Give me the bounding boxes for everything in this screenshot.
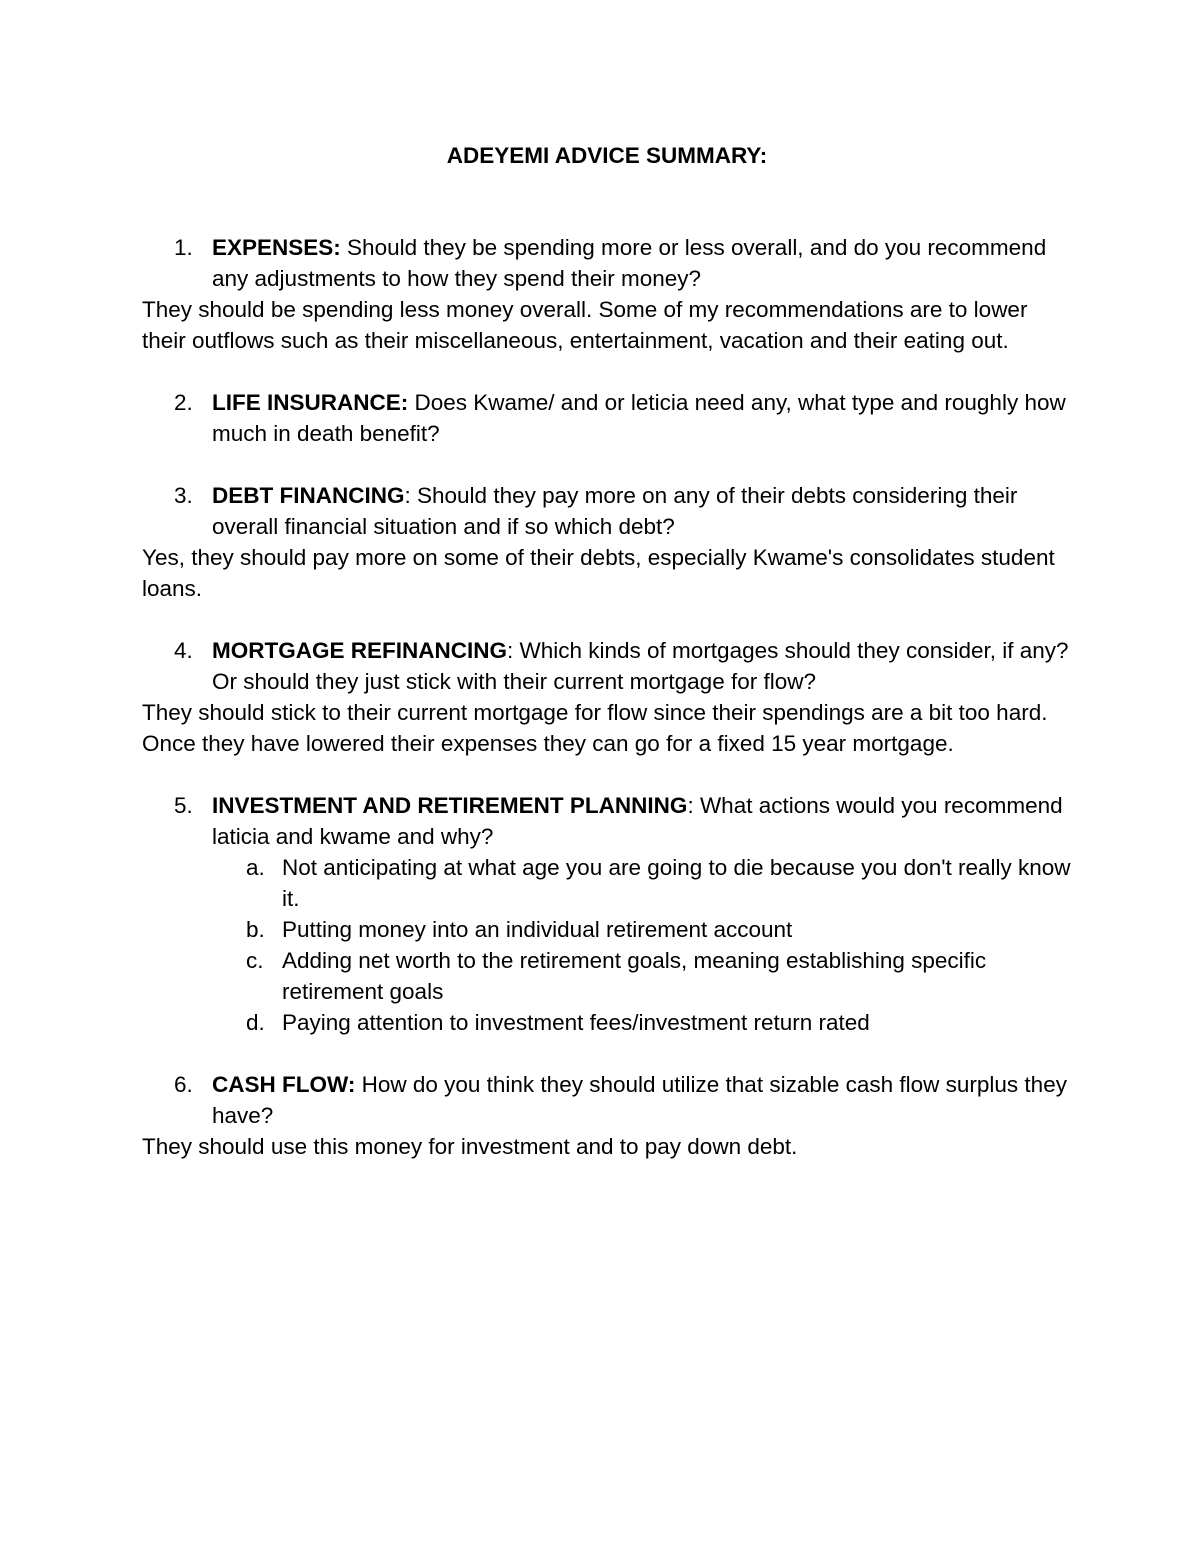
question-debt-financing <box>142 480 1072 542</box>
question-label: DEBT FINANCING <box>212 483 405 508</box>
question-mortgage-refinancing <box>142 635 1072 697</box>
sub-item-letter: a. <box>246 855 265 880</box>
list-number: 2. <box>174 390 193 415</box>
question-text: : Should they pay more on any of their debts considering their overall financial situation and if so which debt? <box>212 483 1018 539</box>
question-investment-retirement <box>142 790 1072 852</box>
question-life-insurance <box>142 387 1072 449</box>
sub-item-letter: b. <box>246 917 265 942</box>
document-title: ADEYEMI ADVICE SUMMARY: <box>446 143 768 168</box>
sub-item-text: Putting money into an individual retirement account <box>282 917 793 942</box>
question-text: : What actions would you recommend laticia and kwame and why? <box>212 793 1063 849</box>
sub-item <box>142 852 1072 914</box>
question-label: INVESTMENT AND RETIREMENT PLANNING <box>212 793 688 818</box>
question-text: How do you think they should utilize that sizable cash flow surplus they have? <box>212 1072 1067 1128</box>
sub-item-text: Not anticipating at what age you are going to die because you don't really know it. <box>282 855 1071 911</box>
question-text: Does Kwame/ and or leticia need any, what type and roughly how much in death benefit? <box>212 390 1066 446</box>
answer-cash-flow: They should use this money for investment and to pay down debt. <box>142 1134 798 1159</box>
list-number: 6. <box>174 1072 193 1097</box>
sub-item-text: Paying attention to investment fees/investment return rated <box>282 1010 870 1035</box>
question-text: Should they be spending more or less overall, and do you recommend any adjustments to how they spend their money? <box>212 235 1047 291</box>
sub-item-letter: c. <box>246 948 264 973</box>
sub-item <box>142 1007 1072 1038</box>
list-number: 3. <box>174 483 193 508</box>
sub-item <box>142 914 1072 945</box>
answer-debt-financing: Yes, they should pay more on some of their debts, especially Kwame's consolidates student loans. <box>142 545 1055 601</box>
question-label: LIFE INSURANCE: <box>212 390 409 415</box>
list-number: 4. <box>174 638 193 663</box>
question-label: EXPENSES: <box>212 235 341 260</box>
question-cash-flow <box>142 1069 1072 1131</box>
document-body <box>142 232 1072 1162</box>
answer-mortgage-refinancing: They should stick to their current mortgage for flow since their spendings are a bit too hard. Once they have lowered their expenses they can go for a fixed 15 year mortgage. <box>142 700 1048 756</box>
sub-item-text: Adding net worth to the retirement goals, meaning establishing specific retirement goals <box>282 948 987 1004</box>
sub-item <box>142 945 1072 1007</box>
question-label: CASH FLOW: <box>212 1072 356 1097</box>
answer-expenses: They should be spending less money overall. Some of my recommendations are to lower their outflows such as their miscellaneous, entertainment, vacation and their eating out. <box>142 297 1028 353</box>
sub-item-letter: d. <box>246 1010 265 1035</box>
question-text: : Which kinds of mortgages should they consider, if any? Or should they just stick with their current mortgage for flow? <box>212 638 1069 694</box>
question-expenses <box>142 232 1072 294</box>
question-label: MORTGAGE REFINANCING <box>212 638 507 663</box>
list-number: 1. <box>174 235 193 260</box>
list-number: 5. <box>174 793 193 818</box>
